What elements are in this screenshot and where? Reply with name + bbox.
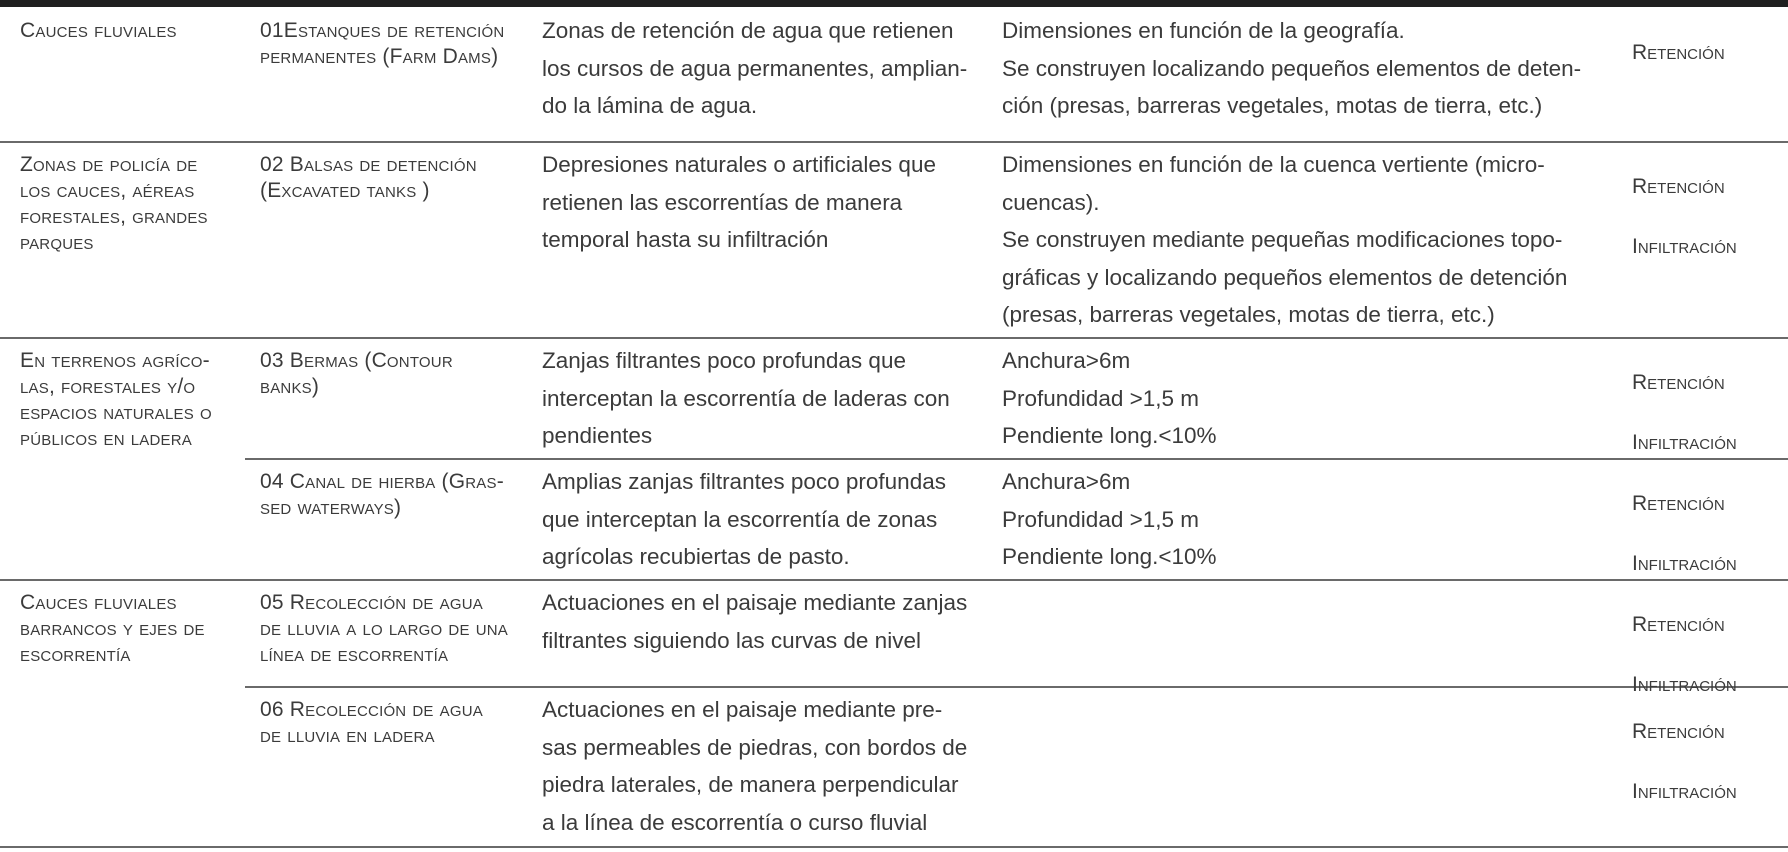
zone-line: públicos en ladera (20, 427, 192, 450)
function-tag: Infiltración (1632, 431, 1737, 454)
measure-line: de lluvia en ladera (260, 724, 435, 747)
function-tag: Infiltración (1632, 673, 1737, 696)
description-line: Zonas de retención de agua que retienen (542, 18, 954, 43)
measure-line: 03 Bermas (Contour (260, 349, 453, 372)
measure-cell (260, 152, 530, 204)
description-cell (542, 584, 992, 659)
row-separator (245, 686, 1788, 688)
zone-line: Cauces fluviales (20, 19, 177, 42)
description-line: Actuaciones en el paisaje mediante pre- (542, 697, 943, 722)
row-separator (0, 337, 1788, 339)
function-tag: Retención (1632, 175, 1725, 198)
zone-cell (20, 18, 240, 44)
zone-cell (20, 590, 240, 668)
function-tag: Retención (1632, 613, 1725, 636)
description-line: retienen las escorrentías de manera (542, 189, 903, 215)
dimensions-line: Anchura>6m (1002, 469, 1131, 494)
dimensions-line: Profundidad >1,5 m (1002, 506, 1200, 532)
row-separator (0, 141, 1788, 143)
dimensions-line: gráficas y localizando pequeños elementos de detención (1002, 264, 1568, 290)
description-line: Depresiones naturales o artificiales que (542, 152, 936, 177)
description-line: los cursos de agua permanentes, amplian- (542, 55, 968, 81)
dimensions-line: cuencas). (1002, 189, 1100, 215)
row-separator (0, 846, 1788, 848)
description-cell (542, 463, 992, 576)
measure-line: sed waterways) (260, 496, 402, 519)
dimensions-line: Pendiente long.<10% (1002, 423, 1217, 448)
measure-line: (Excavated tanks ) (260, 179, 430, 202)
zone-line: escorrentía (20, 643, 131, 666)
dimensions-line: Profundidad >1,5 m (1002, 385, 1200, 411)
measure-line: 06 Recolección de agua (260, 698, 483, 721)
zone-line: Zonas de policía de (20, 153, 198, 176)
dimensions-line: Dimensiones en función de la geografía. (1002, 18, 1405, 43)
description-line: piedra laterales, de manera perpendicular (542, 772, 959, 797)
description-line: interceptan la escorrentía de laderas con (542, 385, 950, 411)
zone-line: barrancos y ejes de (20, 617, 205, 640)
zone-line: parques (20, 231, 94, 254)
dimensions-line: Pendiente long.<10% (1002, 544, 1217, 569)
function-tag: Infiltración (1632, 780, 1737, 803)
dimensions-cell (1002, 146, 1622, 334)
dimensions-line: Se construyen localizando pequeños elementos de deten- (1002, 55, 1582, 81)
zone-line: forestales, grandes (20, 205, 208, 228)
measure-line: 01Estanques de retención (260, 19, 505, 42)
measure-cell (260, 590, 530, 668)
zone-line: los cauces, aéreas (20, 179, 195, 202)
table-top-rule (0, 0, 1788, 7)
description-line: Zanjas filtrantes poco profundas que (542, 348, 906, 373)
function-tag: Infiltración (1632, 552, 1737, 575)
measure-line: 02 Balsas de detención (260, 153, 477, 176)
zone-line: Cauces fluviales (20, 591, 177, 614)
description-cell (542, 691, 992, 841)
function-tag: Retención (1632, 720, 1725, 743)
description-line: temporal hasta su infiltración (542, 227, 829, 252)
row-separator (0, 579, 1788, 581)
description-line: Actuaciones en el paisaje mediante zanjas (542, 590, 968, 615)
zone-line: espacios naturales o (20, 401, 212, 424)
measure-line: permanentes (Farm Dams) (260, 45, 499, 68)
measure-cell (260, 348, 530, 400)
description-cell (542, 12, 992, 125)
dimensions-line: Anchura>6m (1002, 348, 1131, 373)
description-cell (542, 146, 992, 259)
measure-line: 04 Canal de hierba (Gras- (260, 470, 504, 493)
measure-cell (260, 469, 530, 521)
measure-cell (260, 18, 530, 70)
function-tag: Infiltración (1632, 235, 1737, 258)
dimensions-cell (1002, 342, 1622, 455)
description-line: agrícolas recubiertas de pasto. (542, 544, 850, 569)
measure-line: línea de escorrentía (260, 643, 449, 666)
description-cell (542, 342, 992, 455)
function-tag: Retención (1632, 492, 1725, 515)
dimensions-line: (presas, barreras vegetales, motas de tierra, etc.) (1002, 302, 1495, 327)
measure-cell (260, 697, 530, 749)
function-tag: Retención (1632, 41, 1725, 64)
dimensions-line: Dimensiones en función de la cuenca vertiente (micro- (1002, 152, 1545, 177)
dimensions-line: ción (presas, barreras vegetales, motas de tierra, etc.) (1002, 93, 1543, 118)
zone-cell (20, 348, 240, 452)
measure-line: 05 Recolección de agua (260, 591, 483, 614)
description-line: do la lámina de agua. (542, 93, 758, 118)
zone-line: En terrenos agríco- (20, 349, 210, 372)
function-tag: Retención (1632, 371, 1725, 394)
description-line: sas permeables de piedras, con bordos de (542, 734, 968, 760)
description-line: pendientes (542, 423, 653, 448)
dimensions-line: Se construyen mediante pequeñas modificaciones topo- (1002, 227, 1563, 252)
description-line: que interceptan la escorrentía de zonas (542, 506, 938, 532)
measure-line: banks) (260, 375, 320, 398)
dimensions-cell (1002, 463, 1622, 576)
description-line: a la línea de escorrentía o curso fluvial (542, 809, 928, 835)
zone-cell (20, 152, 240, 256)
zone-line: las, forestales y/o (20, 375, 196, 398)
measure-line: de lluvia a lo largo de una (260, 617, 508, 640)
description-line: filtrantes siguiendo las curvas de nivel (542, 627, 921, 653)
row-separator (245, 458, 1788, 460)
description-line: Amplias zanjas filtrantes poco profundas (542, 469, 946, 494)
dimensions-cell (1002, 12, 1622, 125)
